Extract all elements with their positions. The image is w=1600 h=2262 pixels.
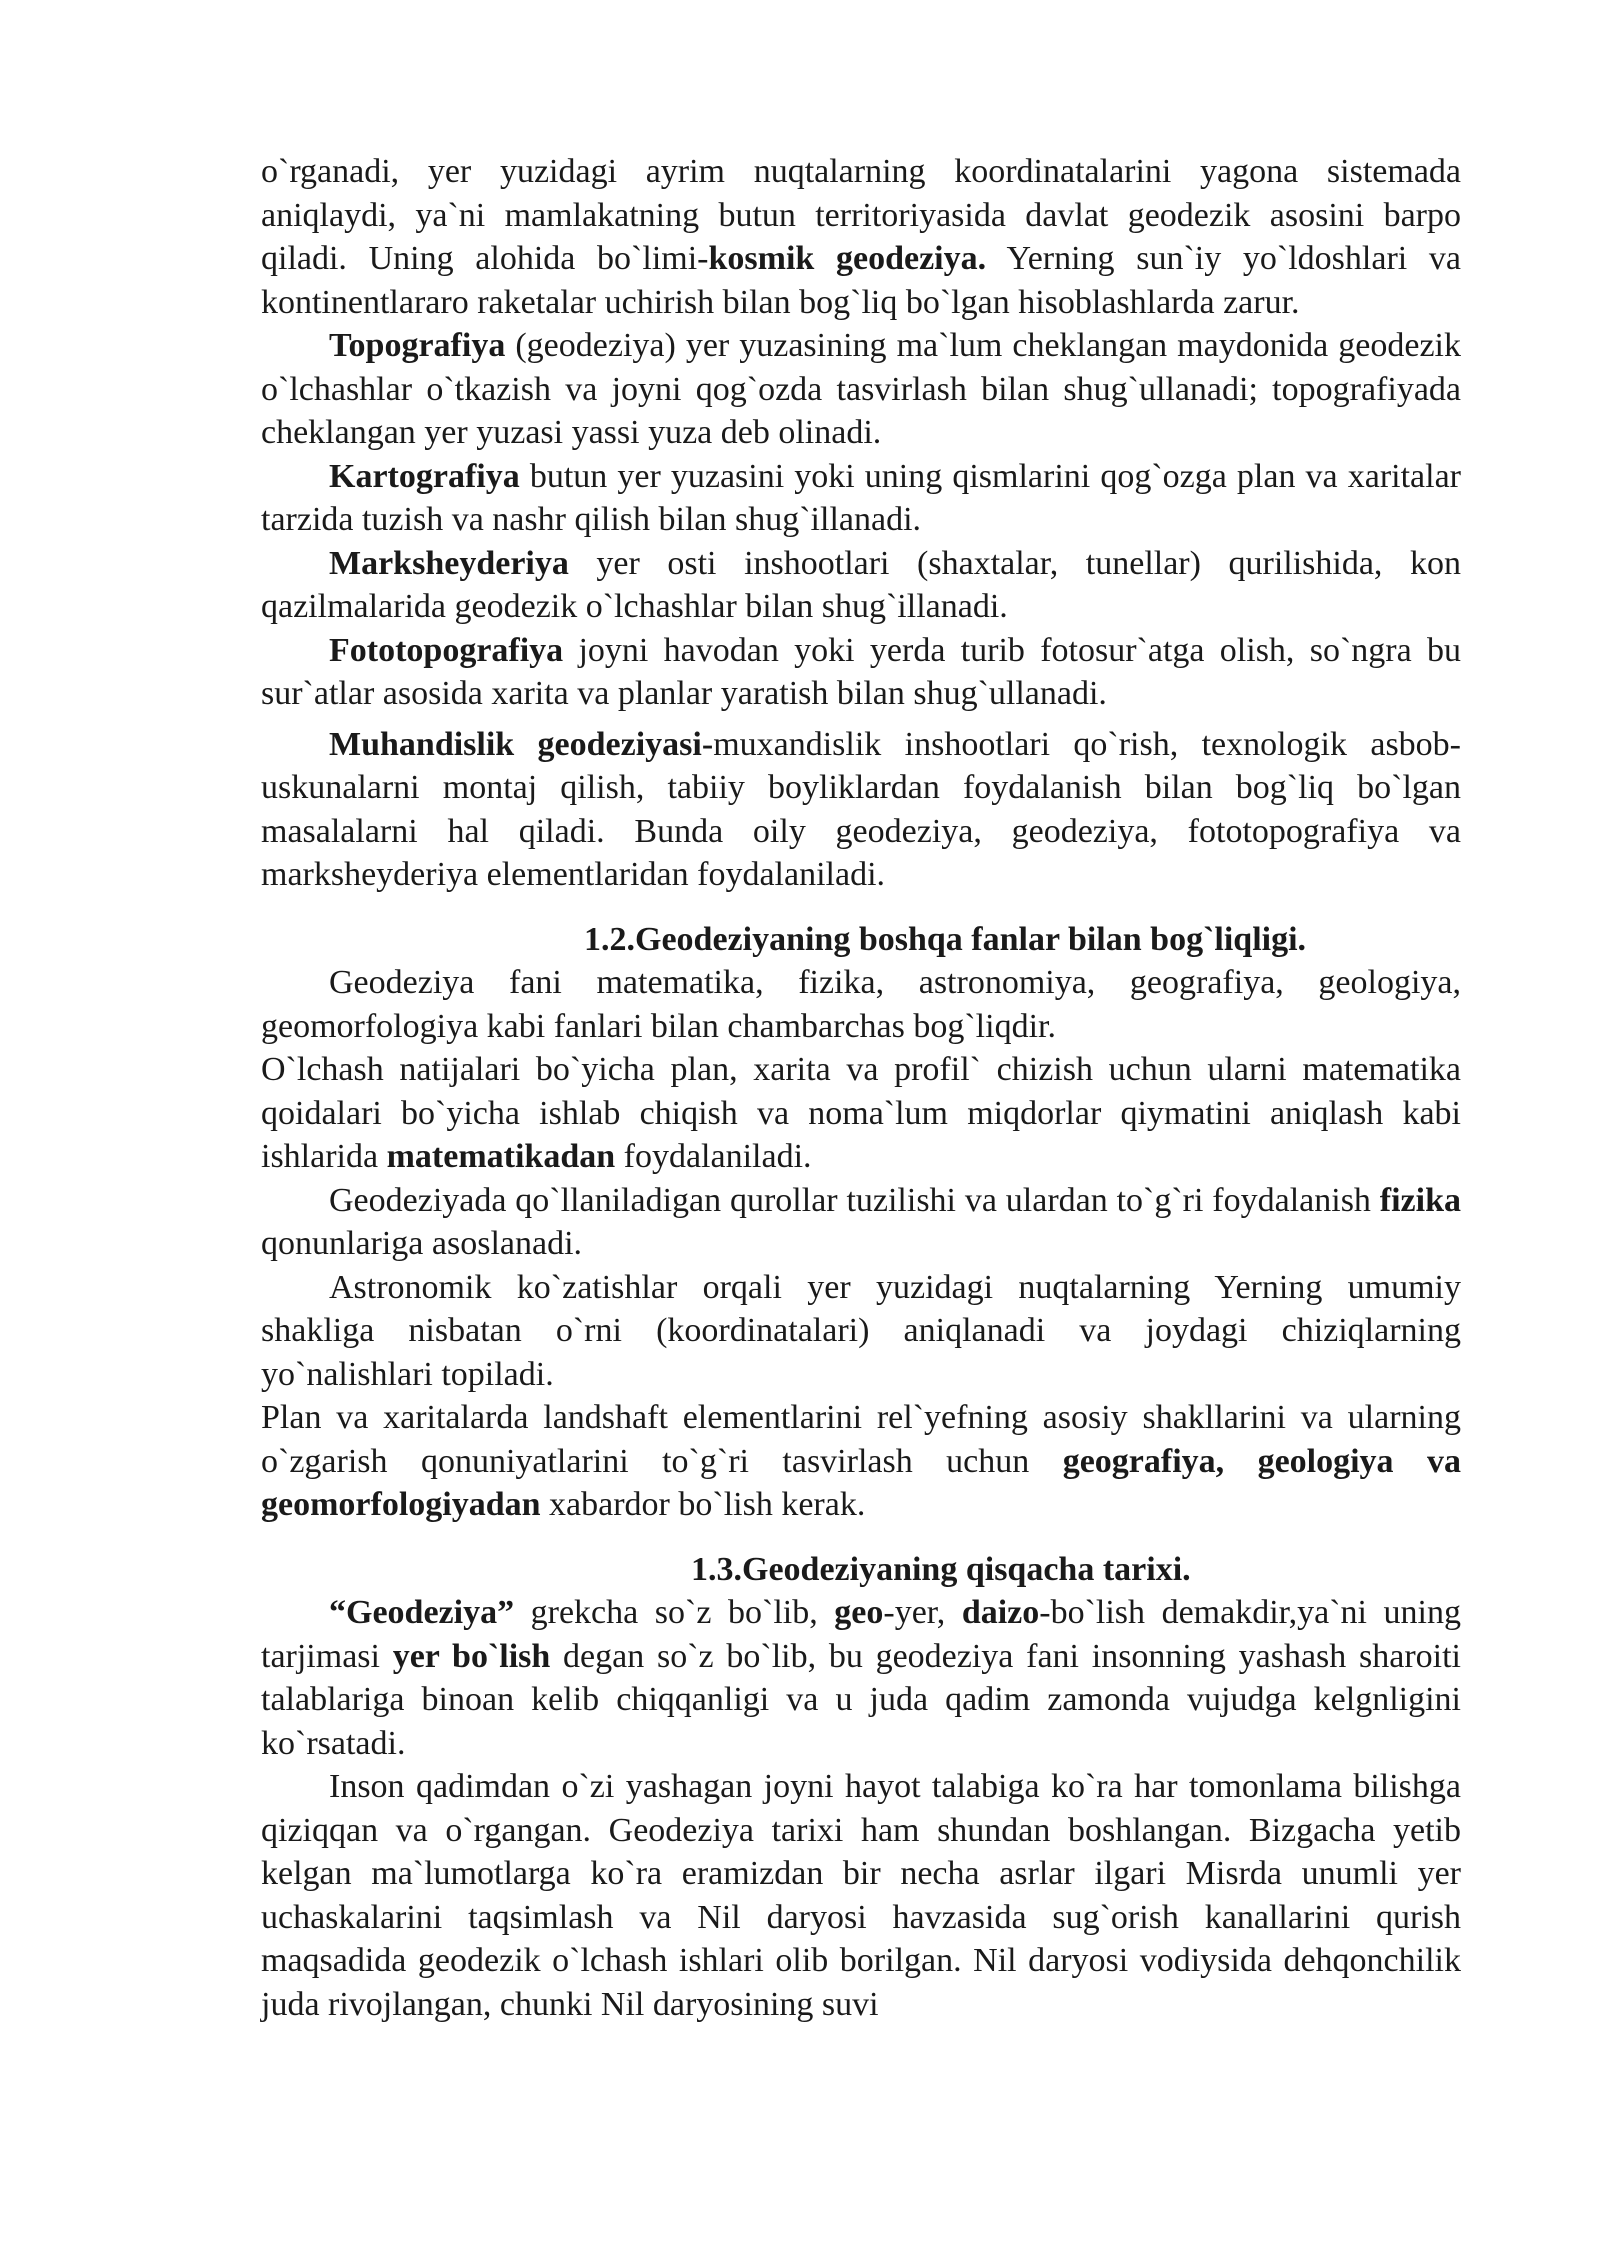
bold-term-fototopografiya: Fototopografiya — [329, 631, 564, 669]
text: Plan va xaritalarda landshaft elementlarini rel`yefning asosiy shakllarini va ularning o`zgarish qonuniyatlarini to`g`ri tasvirlash uchun — [261, 1399, 1461, 1480]
text: Inson qadimdan o`zi yashagan joyni hayot talabiga ko`ra har tomonlama bilishga qiziqqan va o`rgangan. Geodeziya tarixi ham shundan boshlangan. Bizgacha yetib kelgan ma`lumotlarga ko`ra eramizdan bir necha asrlar ilgari Misrda unumli yer uchaskalarini taqsimlash va Nil daryosi havzasida sug`orish kanallarini qurish maqsadida geodezik o`lchash ishlari olib borilgan. Nil daryosi vodiysida dehqonchilik juda rivojlangan, chunki Nil daryosining suvi — [261, 1768, 1461, 2023]
text: o`rganadi, yer yuzidagi ayrim nuqtalarning koordinatalarini yagona sistemada aniqlaydi, ya`ni mamlakatning butun territoriyasida davlat geodezik asosini barpo qiladi. Uning alohida bo`limi- — [261, 153, 1461, 277]
text: xabardor bo`lish kerak. — [540, 1486, 866, 1523]
bold-term-geo: geo — [834, 1594, 884, 1631]
bold-term-marksheyderiya: Marksheyderiya — [329, 544, 569, 582]
paragraph-topografiya — [261, 324, 1461, 455]
text: -bo`lish demakdir,ya`ni uning tarjimasi — [261, 1594, 1461, 1675]
paragraph-olchash — [261, 1048, 1461, 1179]
bold-term-muhandislik-geodeziyasi: Muhandislik geodeziyasi- — [329, 725, 714, 763]
paragraph-kartografiya — [261, 455, 1461, 542]
text: muxandislik inshootlari qo`rish, texnologik asbob-uskunalarni montaj qilish, tabiiy boyliklardan foydalanish bilan bog`liq bo`lgan masalalarni hal qiladi. Bunda oily geodeziya, geodeziya, fototopografiya va marksheyderiya elementlaridan foydalaniladi. — [261, 725, 1461, 893]
text: Geodeziya fani matematika, fizika, astronomiya, geografiya, geologiya, geomorfologiya kabi fanlari bilan chambarchas bog`liqdir. — [261, 964, 1461, 1045]
text: Geodeziyada qo`llaniladigan qurollar tuzilishi va ulardan to`g`ri foydalanish — [329, 1181, 1380, 1219]
bold-term-matematikadan: matematikadan — [386, 1138, 616, 1175]
paragraph-muhandislik — [261, 723, 1461, 897]
text: degan so`z bo`lib, bu geodeziya fani insonning yashash sharoiti talablariga binoan kelib chiqqanligi va u juda qadim zamonda vujudga kelgnligini ko`rsatadi. — [261, 1637, 1461, 1762]
paragraph-fanlar — [261, 961, 1461, 1048]
text: O`lchash natijalari bo`yicha plan, xarita va profil` chizish uchun ularni matematika qoidalari bo`yicha ishlab chiqish va noma`lum miqdorlar qiymatini aniqlash kabi ishlarida — [261, 1051, 1461, 1175]
bold-term-geodeziya: “Geodeziya” — [329, 1594, 515, 1631]
bold-term-yer-bolish: yer bo`lish — [392, 1637, 551, 1675]
text: joyni havodan yoki yerda turib fotosur`atga olish, so`ngra bu sur`atlar asosida xarita va planlar yaratish bilan shug`ullanadi. — [261, 631, 1461, 712]
paragraph-geodeziya-soz — [261, 1591, 1461, 1765]
paragraph-inson — [261, 1765, 1461, 2026]
section-heading-1-2: 1.2.Geodeziyaning boshqa fanlar bilan bog`liqligi. — [584, 920, 1307, 958]
paragraph-marksheyderiya — [261, 542, 1461, 629]
paragraph-astronomik — [261, 1266, 1461, 1397]
bold-term-daizo: daizo — [961, 1594, 1040, 1631]
text: Astronomik ko`zatishlar orqali yer yuzidagi nuqtalarning Yerning umumiy shakliga nisbatan o`rni (koordinatalari) aniqlanadi va joydagi chiziqlarning yo`nalishlari topiladi. — [261, 1268, 1461, 1393]
bold-term-geografiya-geologiya: geografiya, geologiya va geomorfologiyadan — [261, 1442, 1461, 1523]
text: foydalaniladi. — [615, 1138, 812, 1175]
bold-term-kosmik-geodeziya: kosmik geodeziya. — [708, 240, 987, 277]
paragraph-plan — [261, 1396, 1461, 1527]
paragraph-intro — [261, 150, 1461, 324]
text: qonunlariga asoslanadi. — [261, 1225, 583, 1262]
bold-term-kartografiya: Kartografiya — [329, 457, 520, 495]
text: Yerning sun`iy yo`ldoshlari va kontinentlararo raketalar uchirish bilan bog`liq bo`lgan hisoblashlarda zarur. — [261, 240, 1461, 321]
text: -yer, — [883, 1594, 962, 1631]
paragraph-fototopografiya — [261, 629, 1461, 716]
section-heading-1-3: 1.3.Geodeziyaning qisqacha tarixi. — [691, 1550, 1191, 1588]
bold-term-topografiya: Topografiya — [329, 327, 506, 364]
text: yer osti inshootlari (shaxtalar, tunellar) qurilishida, kon qazilmalarida geodezik o`lchashlar bilan shug`illanadi. — [261, 544, 1461, 625]
text: butun yer yuzasini yoki uning qismlarini qog`ozga plan va xaritalar tarzida tuzish va nashr qilish bilan shug`illanadi. — [261, 457, 1461, 538]
paragraph-qurollar — [261, 1179, 1461, 1266]
text: (geodeziya) yer yuzasining ma`lum cheklangan maydonida geodezik o`lchashlar o`tkazish va joyni qog`ozda tasvirlash bilan shug`ullanadi; topografiyada cheklangan yer yuzasi yassi yuza deb olinadi. — [261, 327, 1461, 451]
document-page — [261, 150, 1461, 2026]
text: grekcha so`z bo`lib, — [514, 1594, 835, 1631]
bold-term-fizika: fizika — [1379, 1181, 1461, 1219]
